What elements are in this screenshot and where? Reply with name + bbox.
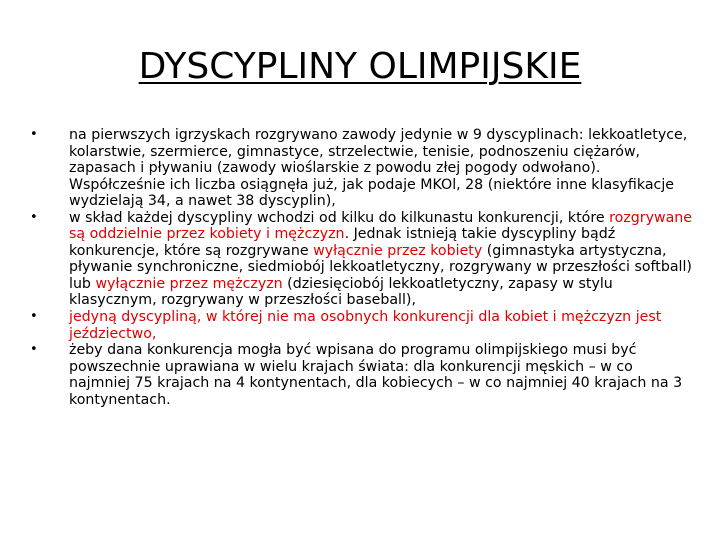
list-item (26, 210, 694, 309)
highlighted-text: rozgrywane są oddzielnie przez kobiety i mężczyzn (69, 209, 693, 243)
bullet-text: . Jednak istnieją takie dyscypliny bądź konkurencje, które są rozgrywane (69, 226, 616, 259)
bullet-text: (dziesięciobój lekkoatletyczny, zapasy w stylu klasycznym, rozgrywany w przeszłości baseball), (69, 275, 613, 309)
bullet-icon: • (30, 127, 38, 142)
highlighted-text: wyłącznie przez kobiety (313, 242, 483, 259)
slide-title: DYSCYPLINY OLIMPIJSKIE (138, 46, 582, 87)
highlighted-text: wyłącznie przez mężczyzn (95, 275, 283, 292)
highlighted-text: jedyną dyscypliną, w której nie ma osobnych konkurencji dla kobiet i mężczyzn jest jeździectwo, (69, 309, 662, 342)
list-item (26, 127, 694, 210)
bullet-icon: • (30, 342, 38, 358)
bullet-text: na pierwszych igrzyskach rozgrywano zawody jedynie w 9 dyscyplinach: lekkoatletyce, kolarstwie, szermierce, gimnastyce, strzelectwie, tenisie, podnoszeniu ciężarów, zapasach i pływaniu (zawody wioślarskie z powodu złej pogody odwołano). Współcześnie ich liczba osiągnęła już, jak podaje MKOl, 28 (niektóre inne klasyfikacje wydzielają 34, a nawet 38 dyscyplin), (69, 127, 688, 210)
list-item (26, 342, 694, 408)
list-item (26, 309, 694, 342)
bullet-icon: • (30, 309, 38, 325)
bullet-text: (gimnastyka artystyczna, pływanie synchroniczne, siedmiobój lekkoatletyczny, rozgrywany w przeszłości softball) lub (69, 242, 692, 292)
bullet-text: żeby dana konkurencja mogła być wpisana do programu olimpijskiego musi być powszechnie uprawiana w wielu krajach świata: dla konkurencji męskich – w co najmniej 75 krajach na 4 kontynentach, dla kobiecych – w co najmniej 40 krajach na 3 kontynentach. (69, 342, 683, 408)
bullet-list (26, 127, 694, 408)
bullet-text: w skład każdej dyscypliny wchodzi od kilku do kilkunastu konkurencji, które (69, 209, 610, 226)
slide-title-container (0, 46, 720, 87)
bullet-icon: • (30, 209, 38, 225)
